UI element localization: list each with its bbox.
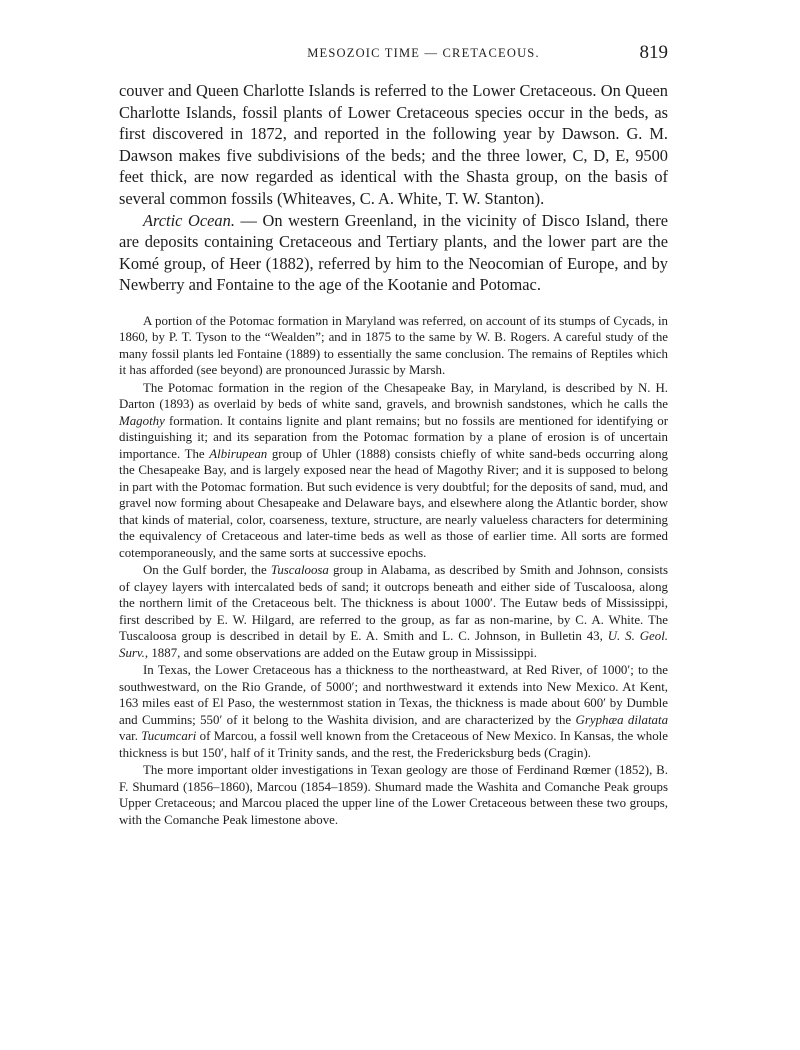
note-gulf-border (119, 562, 668, 661)
paragraph-arctic-ocean-text: — On western Greenland, in the vicinity of Disco Island, there are deposits containing Cretaceous and Tertiary plants, and the lower part are the Komé group, of Heer (1882), referred by him to the Neocomian of Europe, and by Newberry and Fontaine to the age of the Kootanie and Potomac. (119, 210, 668, 295)
note-gulf-text-2: group in Alabama, as described by Smith and Johnson, consists of clayey layers with intercalated beds of sand; it outcrops beneath and either side of Tuscaloosa, along the northern limit of the Cretaceous belt. The thickness is about 1000′. The Eutaw beds of Mississippi, first described by E. W. Hilgard, are referred to the group, as far as non-marine, by C. A. White. The Tuscaloosa group is described in detail by E. A. Smith and L. C. Johnson, in Bulletin 43, (119, 563, 669, 644)
note-potomac-maryland: A portion of the Potomac formation in Maryland was referred, on account of its stumps of Cycads, in 1860, by P. T. Tyson to the “Wealden”; and in 1875 to the same by W. B. Rogers. A careful study of the many fossil plants led Fontaine (1889) to essentially the same conclusion. The remains of Reptiles which it has afforded (see beyond) are pronounced Jurassic by Marsh. (119, 313, 668, 378)
note-gulf-text-3: , 1887, and some observations are added on the Eutaw group in Mississippi. (144, 645, 537, 660)
note-texas (119, 662, 668, 761)
journal-citation: U. S. Geol. Surv. (119, 629, 668, 660)
note-texan-investigations: The more important older investigations in Texan geology are those of Ferdinand Rœmer (1852), B. F. Shumard (1856–1860), Marcou (1854–1859). Shumard made the Washita and Comanche Peak groups Upper Cretaceous; and Marcou placed the upper line of the Lower Cretaceous between these two groups, with the Comanche Peak limestone above. (119, 763, 668, 827)
running-head (119, 44, 668, 70)
note-chesapeake-text-3: group of Uhler (1888) consists chiefly of white sand-beds occurring along the Chesapeake Bay, and is largely exposed near the head of Magothy River; and it is supposed to belong in part with the Potomac formation. But such evidence is very doubtful; for the deposits of sand, mud, and gravel now forming about Chesapeake and Delaware bays, and elsewhere along the Atlantic border, show that kinds of material, color, coarseness, texture, structure, are nearly valueless characters for determining the equivalency of Cretaceous and later-time beds as well as those of earlier time. All sorts are formed cotemporaneously, and the same sorts at successive epochs. (119, 446, 668, 560)
note-texas-text-1: In Texas, the Lower Cretaceous has a thickness to the northeastward, at Red River, of 1000′; to the southwestward, on the Rio Grande, of 5000′; and northwestward it extends into New Mexico. At Kent, 163 miles east of El Paso, the westernmost station in Texas, the thickness is made about 600′ by Dumble and Cummins; 550′ of it belong to the Washita division, and are characterized by the (119, 663, 668, 727)
gryphaea-species: Gryphæa dilatata (575, 712, 669, 727)
note-gulf-text-1: On the Gulf border, the (143, 563, 271, 578)
tuscaloosa-term: Tuscaloosa (270, 563, 329, 578)
running-title: MESOZOIC TIME — CRETACEOUS. (307, 46, 540, 60)
paragraph-arctic-ocean (119, 210, 668, 296)
tucumcari-variety: Tucumcari (141, 729, 197, 744)
note-chesapeake-text-1: The Potomac formation in the region of the Chesapeake Bay, in Maryland, is described by N. H. Darton (1893) as overlaid by beds of white sand, gravels, and brownish sandstones, which he calls the (119, 380, 668, 412)
note-chesapeake-text-2: formation. It contains lignite and plant remains; but no fossils are mentioned for identifying or distinguishing it; and its separation from the Potomac formation by a plane of erosion is of uncertain importance. The (119, 413, 668, 461)
note-texas-text-2: var. (119, 729, 142, 744)
fine-print-notes (119, 313, 668, 829)
note-chesapeake (119, 380, 668, 562)
magothy-term: Magothy (119, 413, 165, 428)
main-text (119, 80, 668, 296)
albirupean-term: Albirupean (209, 446, 268, 461)
section-heading-arctic-ocean: Arctic Ocean. (143, 210, 235, 230)
page-number: 819 (639, 42, 668, 63)
paragraph-queen-charlotte: couver and Queen Charlotte Islands is referred to the Lower Cretaceous. On Queen Charlotte Islands, fossil plants of Lower Cretaceous species occur in the beds, as first discovered in 1872, and reported in the following year by Dawson. G. M. Dawson makes five subdivisions of the beds; and the three lower, C, D, E, 9500 feet thick, are now regarded as identical with the Shasta group, on the basis of several common fossils (Whiteaves, C. A. White, T. W. Stanton). (119, 81, 668, 208)
note-texas-text-3: of Marcou, a fossil well known from the Cretaceous of New Mexico. In Kansas, the whole thickness is but 150′, half of it Trinity sands, and the rest, the Fredericksburg beds (Cragin). (119, 729, 668, 760)
